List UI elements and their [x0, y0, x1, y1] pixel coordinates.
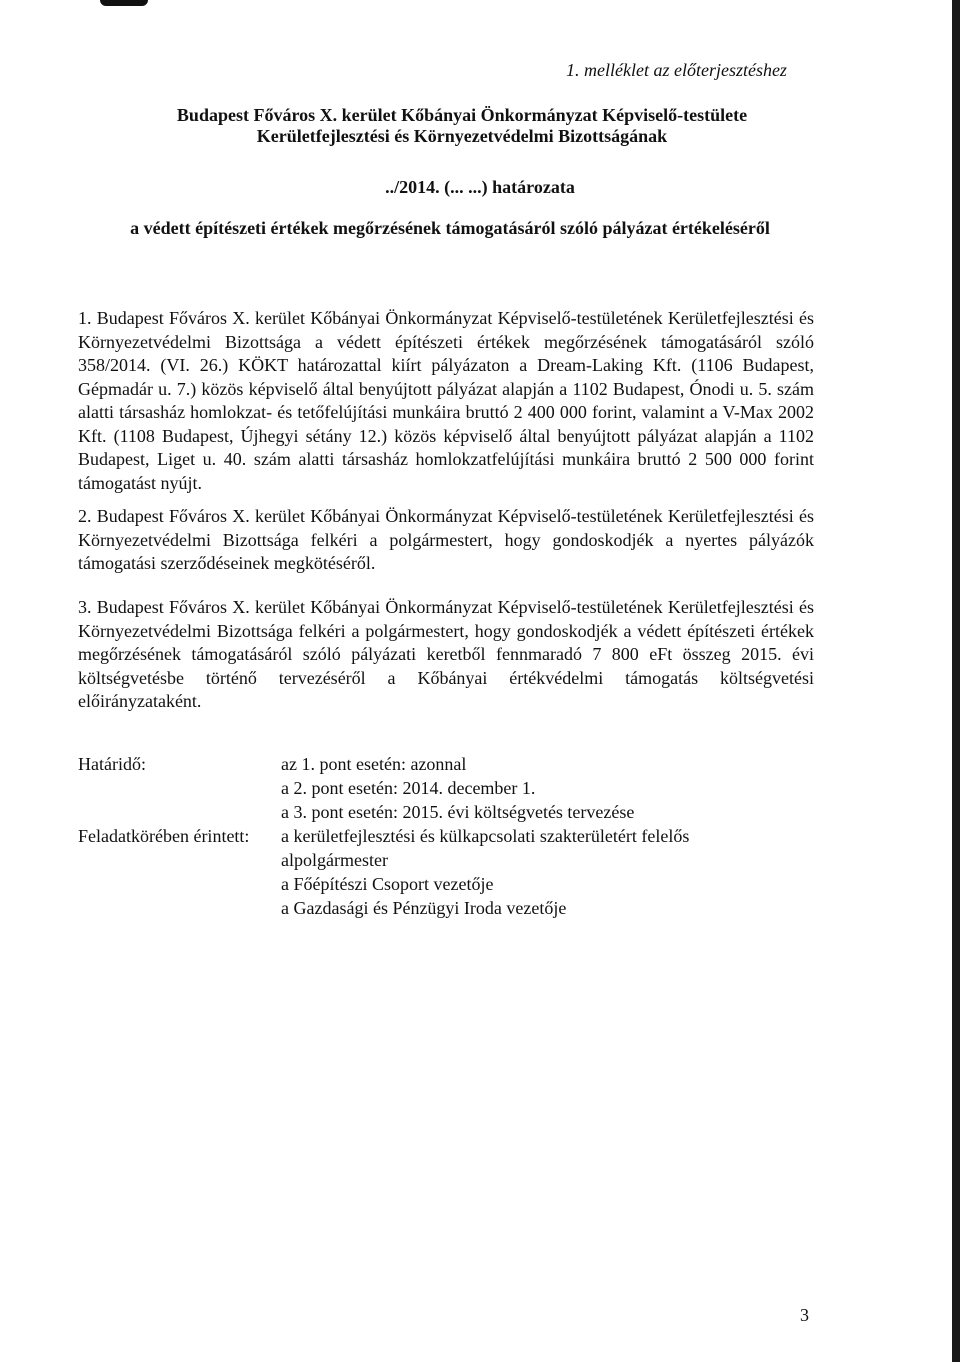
paragraph-2: 2. Budapest Főváros X. kerület Kőbányai Önkormányzat Képviselő-testületének Kerületfejlesztési és Környezetvédelmi Bizottsága felkéri a polgármestert, hogy gondoskodjék a nyertes pályázók támogatási szerződéseinek megkötéséről.	[78, 506, 814, 573]
header-line-1: Budapest Főváros X. kerület Kőbányai Önkormányzat Képviselő-testülete	[176, 105, 748, 125]
deadline-item: az 1. pont esetén: azonnal	[281, 754, 467, 774]
resolution-number: ../2014. (... ...) határozata	[385, 177, 575, 197]
header-line-2: Kerületfejlesztési és Környezetvédelmi Bizottságának	[256, 126, 668, 146]
page-number: 3	[800, 1305, 809, 1325]
deadline-values	[281, 752, 818, 824]
deadline-row	[78, 752, 818, 824]
responsible-item: a Főépítészi Csoport vezetője	[281, 874, 494, 894]
scan-edge-shadow	[952, 0, 960, 1362]
paragraph-3: 3. Budapest Főváros X. kerület Kőbányai Önkormányzat Képviselő-testületének Kerületfejlesztési és Környezetvédelmi Bizottsága felkéri a polgármestert, hogy gondoskodjék a védett építészeti értékek megőrzésének támogatásáról szóló pályázati keretből fennmaradó 7 800 eFt összeg 2015. évi költségvetésbe történő tervezéséről a Kőbányai értékvédelmi támogatás költségvetési előirányzataként.	[78, 597, 814, 711]
deadline-label: Határidő:	[78, 754, 146, 774]
annex-note: 1. melléklet az előterjesztéshez	[566, 60, 787, 80]
responsible-item: a kerületfejlesztési és külkapcsolati szakterületért felelős alpolgármester	[281, 826, 690, 870]
document-header	[137, 105, 787, 147]
responsible-label: Feladatkörében érintett:	[78, 826, 250, 846]
resolution-subject: a védett építészeti értékek megőrzésének támogatásáról szóló pályázat értékeléséről	[130, 218, 770, 238]
responsible-values	[281, 824, 818, 920]
resolution-meta	[78, 752, 818, 920]
responsible-item: a Gazdasági és Pénzügyi Iroda vezetője	[281, 898, 567, 918]
paragraph-1: 1. Budapest Főváros X. kerület Kőbányai Önkormányzat Képviselő-testületének Kerületfejlesztési és Környezetvédelmi Bizottsága a védett építészeti értékek megőrzésének támogatásáról szóló 358/2014. (VI. 26.) KÖKT határozattal kiírt pályázaton a Dream-Laking Kft. (1106 Budapest, Gépmadár u. 7.) közös képviselő által benyújtott pályázat alapján a 1102 Budapest, Ónodi u. 5. szám alatti társasház homlokzat- és tetőfelújítási munkáira bruttó 2 400 000 forint, valamint a V-Max 2002 Kft. (1108 Budapest, Újhegyi sétány 12.) közös képviselő által benyújtott pályázat alapján a 1102 Budapest, Liget u. 40. szám alatti társasház homlokzatfelújítási munkáira bruttó 2 500 000 forint támogatást nyújt.	[78, 308, 814, 493]
responsible-row	[78, 824, 818, 920]
deadline-item: a 3. pont esetén: 2015. évi költségvetés tervezése	[281, 802, 635, 822]
scan-corner-mark	[100, 0, 148, 6]
deadline-item: a 2. pont esetén: 2014. december 1.	[281, 778, 536, 798]
